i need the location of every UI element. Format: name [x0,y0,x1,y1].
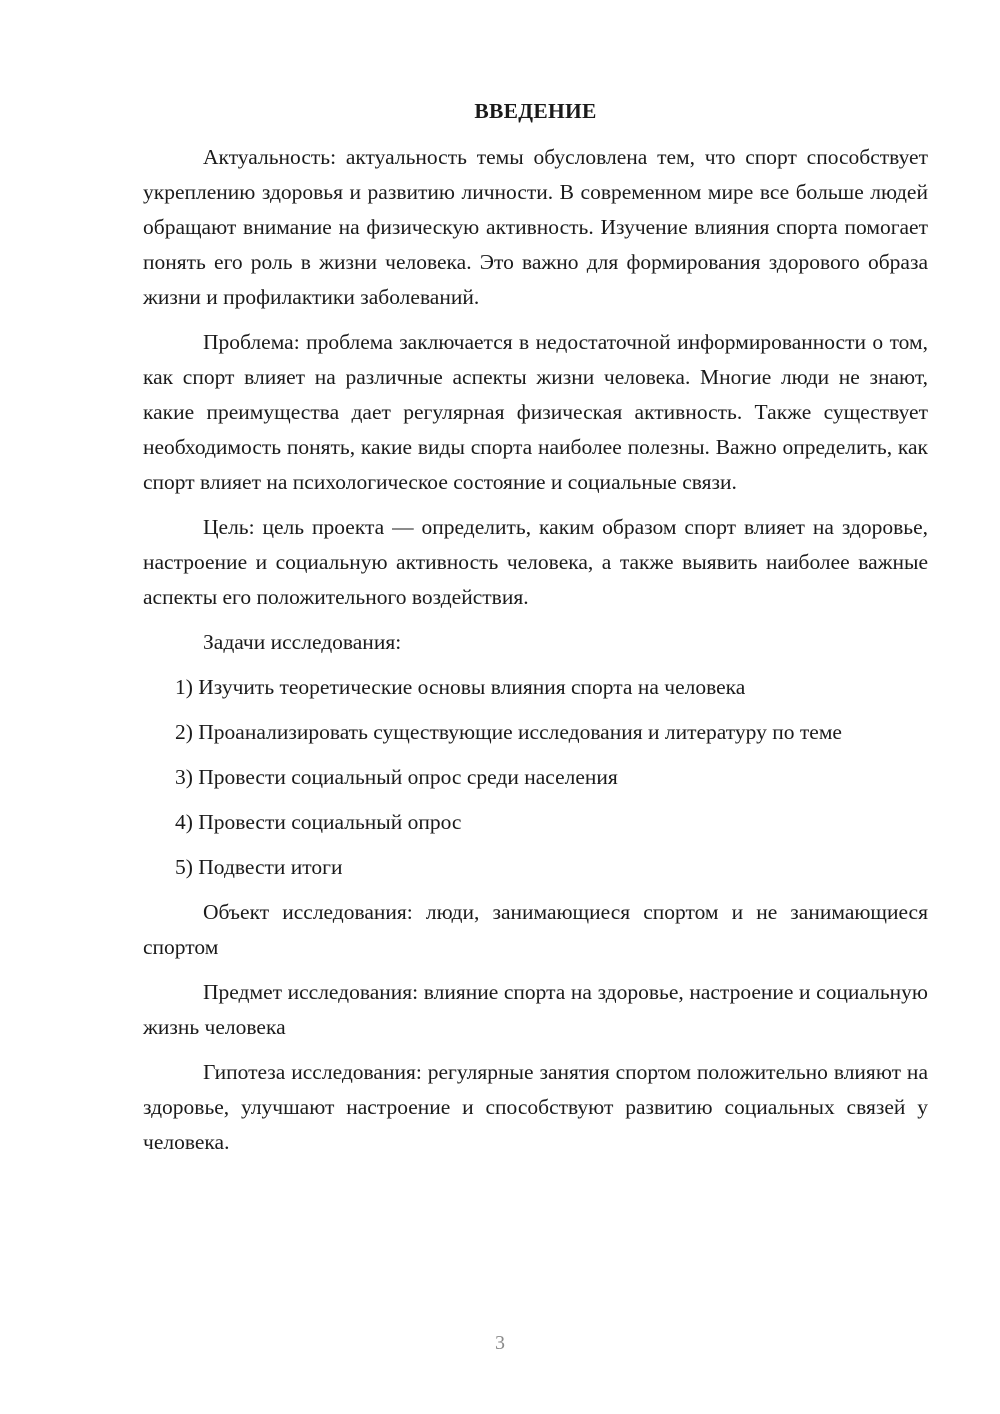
paragraph-subject: Предмет исследования: влияние спорта на здоровье, настроение и социальную жизнь человека [143,980,928,1039]
task-item: 4) Провести социальный опрос [175,810,462,834]
task-item: 3) Провести социальный опрос среди населения [175,765,618,789]
section-title: ВВЕДЕНИЕ [474,99,597,123]
task-item: 2) Проанализировать существующие исследования и литературу по теме [175,720,842,744]
task-item: 5) Подвести итоги [175,855,343,879]
task-item: 1) Изучить теоретические основы влияния спорта на человека [175,675,746,699]
page-content [143,96,928,1170]
page-number: 3 [495,1332,505,1354]
paragraph-hypothesis: Гипотеза исследования: регулярные занятия спортом положительно влияют на здоровье, улучшают настроение и способствуют развитию социальных связей у человека. [143,1060,928,1154]
paragraph-tasks-heading: Задачи исследования: [203,630,402,654]
paragraph-relevance: Актуальность: актуальность темы обусловлена тем, что спорт способствует укреплению здоровья и развитию личности. В современном мире все больше людей обращают внимание на физическую активность. Изучение влияния спорта помогает понять его роль в жизни человека. Это важно для формирования здорового образа жизни и профилактики заболеваний. [143,145,928,309]
paragraph-problem: Проблема: проблема заключается в недостаточной информированности о том, как спорт влияет на различные аспекты жизни человека. Многие люди не знают, какие преимущества дает регулярная физическая активность. Также существует необходимость понять, какие виды спорта наиболее полезны. Важно определить, как спорт влияет на психологическое состояние и социальные связи. [143,330,928,494]
paragraph-object: Объект исследования: люди, занимающиеся спортом и не занимающиеся спортом [143,900,928,959]
paragraph-goal: Цель: цель проекта — определить, каким образом спорт влияет на здоровье, настроение и социальную активность человека, а также выявить наиболее важные аспекты его положительного воздействия. [143,515,928,609]
